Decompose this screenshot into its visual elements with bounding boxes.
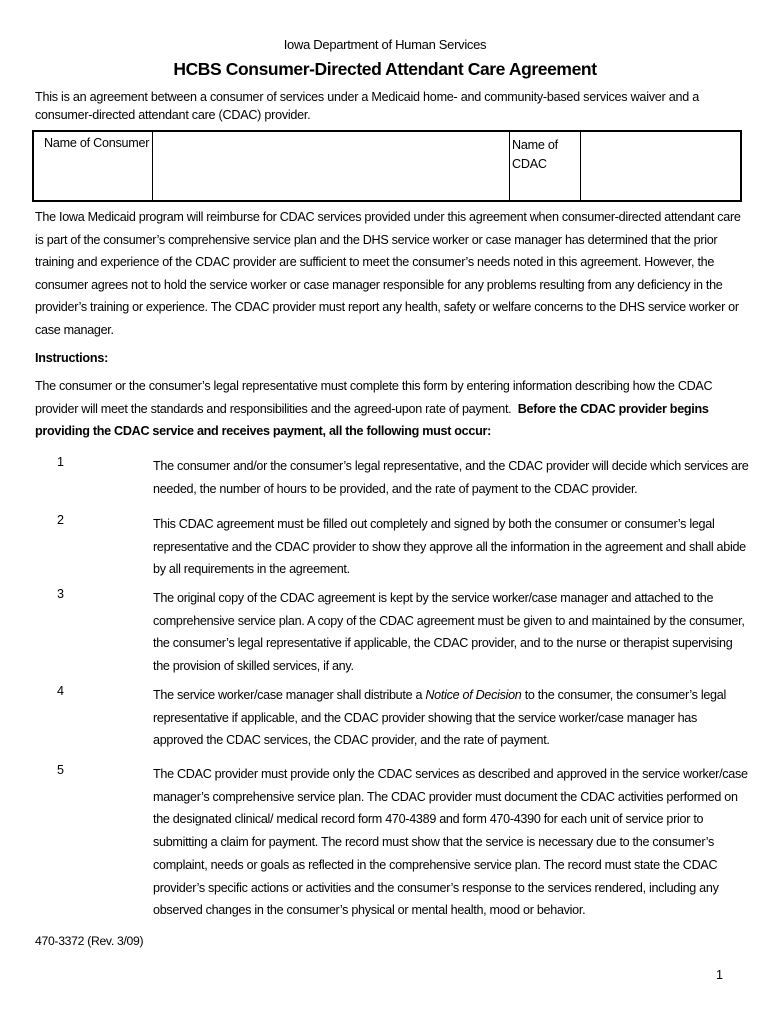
- document-title: HCBS Consumer-Directed Attendant Care Agreement: [173, 59, 597, 79]
- form-number: 470-3372 (Rev. 3/09): [35, 934, 144, 948]
- item-text: [153, 684, 750, 752]
- item-number: 2: [57, 513, 65, 527]
- instructions-bold: Before the CDAC provider begins providing the CDAC service and receives payment, all the following must occur:: [35, 401, 709, 438]
- item-text: The consumer and/or the consumer’s legal representative, and the CDAC provider will decide which services are needed, the number of hours to be provided, and the rate of payment to the CDAC provider.: [153, 459, 749, 496]
- item-text: This CDAC agreement must be filled out completely and signed by both the consumer or consumer’s legal representative and the CDAC provider to show they approve all the information in the agreement and shall abide by all requirements in the agreement.: [153, 517, 746, 577]
- item-text-part: The service worker/case manager shall distribute a: [153, 688, 426, 702]
- consumer-name-field[interactable]: [152, 132, 510, 200]
- cdac-label-cell: [509, 132, 581, 200]
- instructions-text: [35, 375, 750, 443]
- intro-text: This is an agreement between a consumer of services under a Medicaid home- and community-based services waiver and a consumer-directed attendant care (CDAC) provider.: [35, 90, 699, 122]
- item-text-part: to the consumer, the consumer’s legal representative if applicable, and the CDAC provider showing that the service worker/case manager has approved the CDAC services, the CDAC provider, and the rate of payment.: [153, 688, 726, 748]
- notice-of-decision: Notice of Decision: [425, 688, 522, 702]
- item-text: The CDAC provider must provide only the CDAC services as described and approved in the service worker/case manager’s comprehensive service plan. The CDAC provider must document the CDAC activities performed on the designated clinical/ medical record form 470-4389 and form 470-4390 for each unit of service prior to submitting a claim for payment. The record must show that the service is necessary due to the consumer’s complaint, needs or goals as reflected in the comprehensive service plan. The record must state the CDAC provider’s specific actions or activities and the consumer’s response to the services rendered, including any observed changes in the consumer’s physical or mental health, mood or behavior.: [153, 767, 748, 918]
- item-number: 5: [57, 763, 65, 777]
- item-number: 1: [57, 455, 65, 469]
- department-name: Iowa Department of Human Services: [283, 37, 487, 52]
- names-table: [32, 130, 742, 202]
- cdac-label: Name of CDAC: [512, 138, 558, 171]
- item-text: The original copy of the CDAC agreement is kept by the service worker/case manager and attached to the comprehensive service plan. A copy of the CDAC agreement must be given to and maintained by the consumer, the consumer’s legal representative if applicable, the CDAC provider, and to the nurse or therapist supervising the provision of skilled services, if any.: [153, 591, 745, 674]
- page-number: 1: [716, 968, 724, 982]
- item-number: 3: [57, 587, 65, 601]
- instructions-body: The consumer or the consumer’s legal representative must complete this form by entering information describing how the CDAC provider will meet the standards and responsibilities and the agreed-upon rate of payment.: [35, 379, 713, 416]
- reimbursement-paragraph: The Iowa Medicaid program will reimburse for CDAC services provided under this agreement when consumer-directed attendant care is part of the consumer’s comprehensive service plan and the DHS service worker or case manager has determined that the prior training and experience of the CDAC provider are sufficient to meet the consumer’s needs noted in this agreement. However, the consumer agrees not to hold the service worker or case manager responsible for any problems resulting from any deficiency in the provider’s training or experience. The CDAC provider must report any health, safety or welfare concerns to the DHS service worker or case manager.: [35, 210, 741, 337]
- consumer-label-cell: [34, 132, 153, 200]
- instructions-heading: Instructions:: [35, 351, 109, 365]
- item-number: 4: [57, 684, 65, 698]
- consumer-label: Name of Consumer: [44, 136, 150, 150]
- cdac-name-field[interactable]: [580, 132, 740, 200]
